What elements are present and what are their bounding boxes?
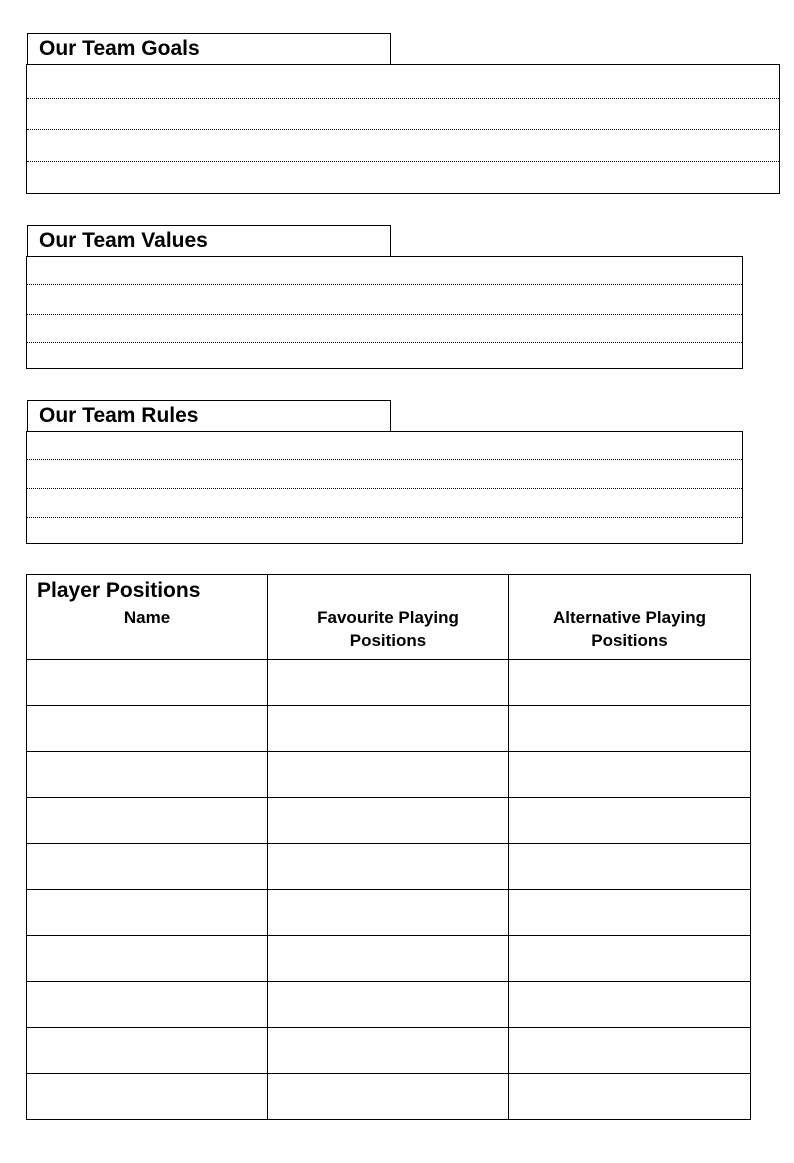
alternative-position-cell[interactable] xyxy=(509,889,751,935)
name-cell[interactable] xyxy=(27,797,268,843)
table-row xyxy=(27,1027,751,1073)
blank-header-cell xyxy=(509,575,751,607)
table-row xyxy=(27,935,751,981)
table-row xyxy=(27,705,751,751)
writing-line xyxy=(27,161,779,162)
name-cell[interactable] xyxy=(27,1027,268,1073)
table-row xyxy=(27,797,751,843)
team-values-heading: Our Team Values xyxy=(27,225,391,257)
column-header-favourite-positions: Favourite Playing Positions xyxy=(268,606,509,659)
table-row xyxy=(27,1073,751,1119)
favourite-position-cell[interactable] xyxy=(268,981,509,1027)
writing-line xyxy=(27,284,742,285)
writing-line xyxy=(27,129,779,130)
name-cell[interactable] xyxy=(27,705,268,751)
table-row xyxy=(27,889,751,935)
name-cell[interactable] xyxy=(27,889,268,935)
favourite-position-cell[interactable] xyxy=(268,705,509,751)
name-cell[interactable] xyxy=(27,935,268,981)
table-header-row xyxy=(27,606,751,659)
alternative-position-cell[interactable] xyxy=(509,751,751,797)
alternative-position-cell[interactable] xyxy=(509,797,751,843)
name-cell[interactable] xyxy=(27,843,268,889)
favourite-position-cell[interactable] xyxy=(268,659,509,705)
alternative-position-cell[interactable] xyxy=(509,981,751,1027)
table-row xyxy=(27,981,751,1027)
team-goals-heading: Our Team Goals xyxy=(27,33,391,65)
table-title-row xyxy=(27,575,751,607)
team-goals-writing-area[interactable] xyxy=(26,64,780,194)
writing-line xyxy=(27,488,742,489)
column-header-alternative-positions: Alternative Playing Positions xyxy=(509,606,751,659)
writing-line xyxy=(27,314,742,315)
alternative-position-cell[interactable] xyxy=(509,843,751,889)
name-cell[interactable] xyxy=(27,981,268,1027)
favourite-position-cell[interactable] xyxy=(268,889,509,935)
team-rules-writing-area[interactable] xyxy=(26,431,743,544)
writing-line xyxy=(27,98,779,99)
player-positions-table xyxy=(26,574,751,1120)
column-header-name: Name xyxy=(27,606,268,659)
table-row xyxy=(27,843,751,889)
alternative-position-cell[interactable] xyxy=(509,935,751,981)
table-row xyxy=(27,751,751,797)
alternative-position-cell[interactable] xyxy=(509,1073,751,1119)
alternative-position-cell[interactable] xyxy=(509,705,751,751)
favourite-position-cell[interactable] xyxy=(268,935,509,981)
writing-line xyxy=(27,517,742,518)
team-values-writing-area[interactable] xyxy=(26,256,743,369)
alternative-position-cell[interactable] xyxy=(509,1027,751,1073)
table-row xyxy=(27,659,751,705)
favourite-position-cell[interactable] xyxy=(268,1027,509,1073)
name-cell[interactable] xyxy=(27,1073,268,1119)
favourite-position-cell[interactable] xyxy=(268,843,509,889)
writing-line xyxy=(27,459,742,460)
writing-line xyxy=(27,342,742,343)
player-positions-title: Player Positions xyxy=(27,575,268,607)
name-cell[interactable] xyxy=(27,659,268,705)
name-cell[interactable] xyxy=(27,751,268,797)
blank-header-cell xyxy=(268,575,509,607)
favourite-position-cell[interactable] xyxy=(268,797,509,843)
team-rules-heading: Our Team Rules xyxy=(27,400,391,432)
favourite-position-cell[interactable] xyxy=(268,1073,509,1119)
alternative-position-cell[interactable] xyxy=(509,659,751,705)
favourite-position-cell[interactable] xyxy=(268,751,509,797)
